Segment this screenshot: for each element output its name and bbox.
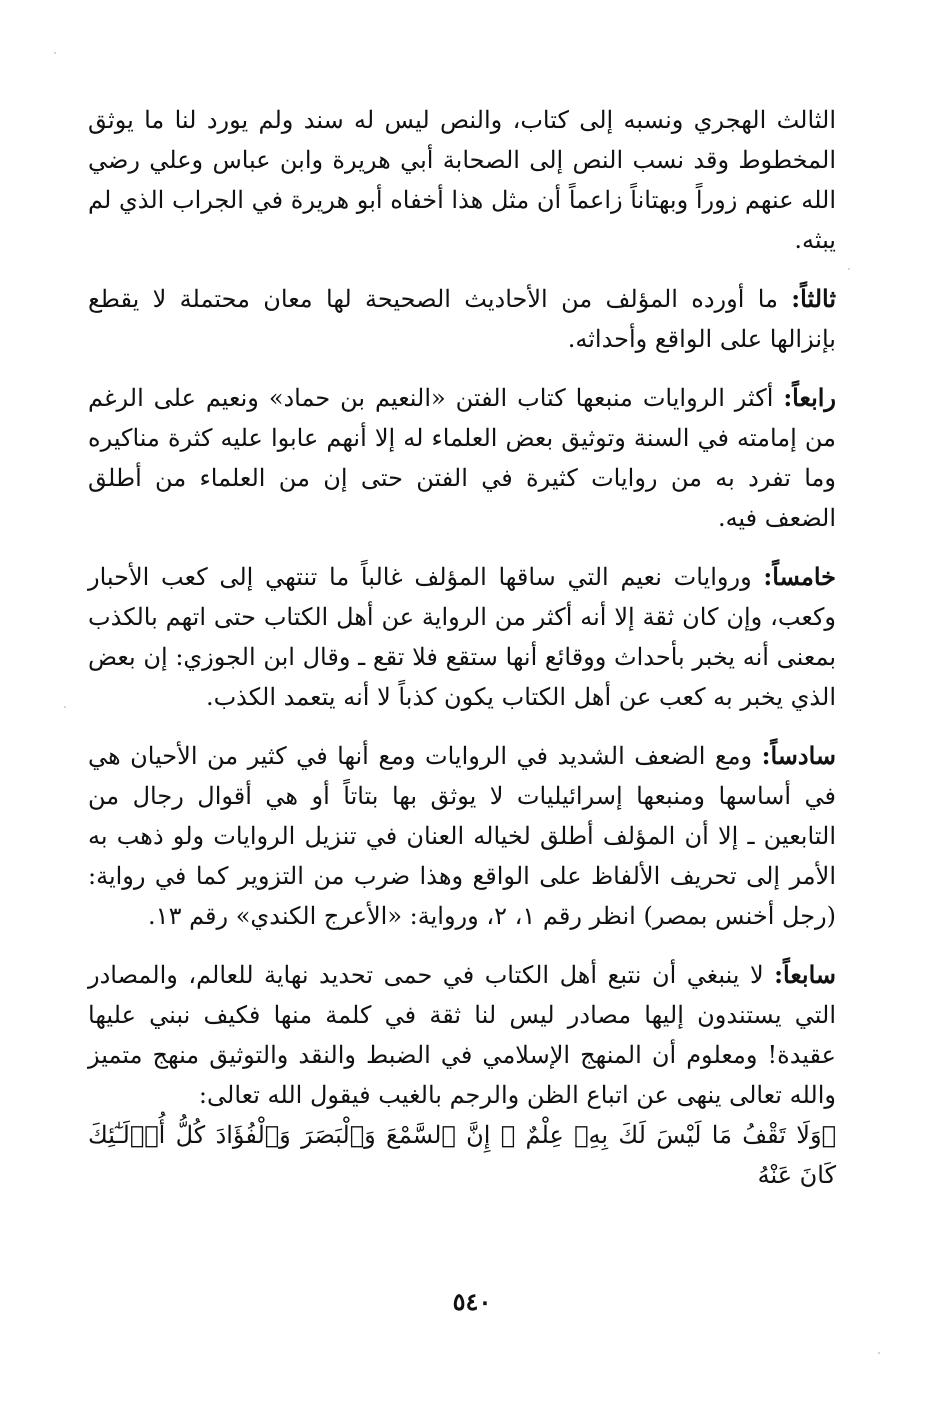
paragraph-sixth — [88, 736, 836, 936]
scan-speck — [848, 268, 850, 270]
scan-speck — [54, 52, 56, 54]
scan-speck — [878, 1352, 880, 1354]
paragraph-text: وروايات نعيم التي ساقها المؤلف غالباً ما تنتهي إلى كعب الأحبار وكعب، وإن كان ثقة إلا أنه أكثر من الرواية عن أهل الكتاب حتى اتهم بالكذب بمعنى أنه يخبر بأحداث ووقائع أنها ستقع فلا تقع ـ وقال ابن الجوزي: إن بعض الذي يخبر به كعب عن أهل الكتاب يكون كذباً لا أنه يتعمد الكذب. — [88, 563, 836, 711]
paragraph-text: الثالث الهجري ونسبه إلى كتاب، والنص ليس له سند ولم يورد لنا ما يوثق المخطوط وقد نسب النص إلى الصحابة أبي هريرة وابن عباس وعلي رضي الله عنهم زوراً وبهتاناً زاعماً أن مثل هذا أخفاه أبو هريرة في الجراب الذي لم يبثه. — [88, 106, 836, 254]
body-text — [88, 100, 836, 1195]
scan-speck — [64, 706, 66, 708]
paragraph-heading: ثالثاً: — [791, 284, 836, 313]
paragraph-seventh — [88, 955, 836, 1115]
paragraph-third — [88, 279, 836, 359]
quran-verse: ﴿وَلَا تَقْفُ مَا لَيْسَ لَكَ بِهِۦ عِلْمٌ ۚ إِنَّ ٱلسَّمْعَ وَٱلْبَصَرَ وَٱلْفُؤَادَ كُلُّ أُو۟لَـٰٓئِكَ كَانَ عَنْهُ — [88, 1121, 836, 1189]
paragraph-text: ما أورده المؤلف من الأحاديث الصحيحة لها معان محتملة لا يقطع بإنزالها على الواقع وأحداثه. — [88, 285, 836, 353]
paragraph-fifth — [88, 557, 836, 717]
paragraph-heading: خامساً: — [763, 562, 836, 591]
paragraph-heading: سادساً: — [761, 741, 836, 770]
paragraph-text: أكثر الروايات منبعها كتاب الفتن «النعيم بن حماد» ونعيم على الرغم من إمامته في السنة وتوثيق بعض العلماء له إلا أنهم عابوا عليه كثرة مناكيره وما تفرد به من روايات كثيرة في الفتن حتى إن من العلماء من أطلق الضعف فيه. — [88, 384, 836, 532]
paragraph-fourth — [88, 378, 836, 538]
paragraph-heading: سابعاً: — [774, 960, 836, 989]
paragraph-text: لا ينبغي أن نتبع أهل الكتاب في حمى تحديد نهاية للعالم، والمصادر التي يستندون إليها مصادر ليس لنا ثقة في كلمة منها فكيف نبني عليها عقيدة! ومعلوم أن المنهج الإسلامي في الضبط والنقد والتوثيق منهج متميز والله تعالى ينهى عن اتباع الظن والرجم بالغيب فيقول الله تعالى: — [88, 961, 836, 1109]
paragraph-continuation — [88, 100, 836, 260]
page-number: ٥٤٠ — [452, 1287, 492, 1316]
paragraph-text: ومع الضعف الشديد في الروايات ومع أنها في كثير من الأحيان هي في أساسها ومنبعها إسرائيليات لا يوثق بها بتاتاً أو هي أقوال رجال من التابعين ـ إلا أن المؤلف أطلق لخياله العنان في تنزيل الروايات ولو ذهب به الأمر إلى تحريف الألفاظ على الواقع وهذا ضرب من التزوير كما في رواية: (رجل أخنس بمصر) انظر رقم ١، ٢، ورواية: «الأعرج الكندي» رقم ١٣. — [88, 742, 836, 930]
paragraph-heading: رابعاً: — [783, 383, 836, 412]
